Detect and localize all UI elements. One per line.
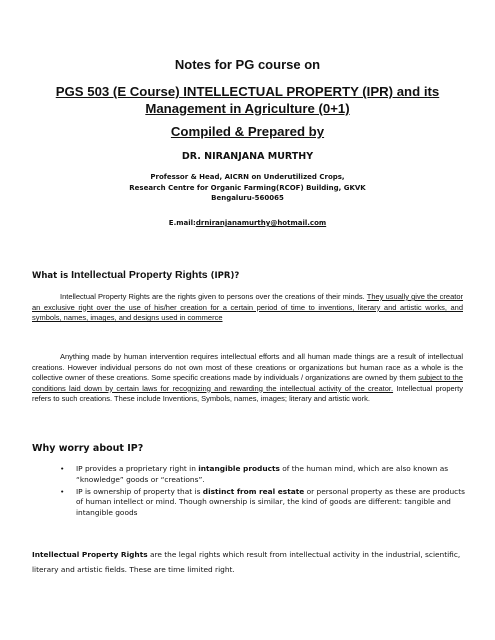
- author-name: DR. NIRANJANA MURTHY: [181, 151, 314, 162]
- course-title: PGS 503 (E Course) INTELLECTUAL PROPERTY (IPR) and its Management in Agriculture (0+1): [55, 84, 440, 116]
- paragraph-intellectual-creations: [32, 352, 463, 405]
- heading-title: Intellectual Property Rights: [71, 269, 208, 281]
- author-affiliation: [0, 172, 495, 204]
- affiliation-line-1: Professor & Head, AICRN on Underutilized Crops,: [150, 173, 345, 181]
- para2-text: Anything made by human intervention requires intellectual efforts and all human made things are a result of intellectual creations. However individual persons do not own most of these creations or organizations but human race as a whole is the collective owner of these creations. Some specific creations made by individuals / organizations are owned by them: [32, 352, 463, 383]
- section-heading-why-worry: Why worry about IP?: [32, 443, 144, 454]
- closing-text: are the legal rights which result from intellectual activity in the industrial, scientific, literary and artistic fields. These are time limited right.: [32, 550, 461, 575]
- list-item: [60, 464, 465, 486]
- para2-underlined-text: subject to the conditions laid down by certain laws for recognizing and rewarding the intellectual activity of the creator.: [32, 373, 463, 393]
- course-notes-heading: Notes for PG course on: [174, 57, 321, 72]
- affiliation-line-2: Research Centre for Organic Farming(RCOF) Building, GKVK: [129, 183, 366, 192]
- paragraph-ipr-definition: [32, 292, 463, 324]
- author-email: [0, 219, 495, 227]
- bullet2-text: IP is ownership of property that is: [76, 486, 203, 496]
- heading-suffix: (IPR)?: [207, 271, 240, 281]
- para2-tail-text: Intellectual property refers to such creations. These include Inventions, Symbols, names, images; literary and artistic work.: [32, 383, 463, 404]
- bullet1-tail: of the human mind, which are also known as “knowledge” goods or “creations”.: [76, 464, 449, 484]
- bullet-icon: •: [60, 464, 65, 473]
- section-heading-what-is-ipr: [32, 269, 239, 281]
- email-label: E.mail:: [168, 219, 196, 227]
- bullet2-bold: distinct from real estate: [202, 486, 305, 496]
- bullet1-bold: intangible products: [198, 464, 280, 473]
- bullet-list: [60, 464, 465, 520]
- affiliation-line-3: Bengaluru-560065: [211, 194, 284, 202]
- list-item: [60, 487, 465, 519]
- para1-underlined-text: They usually give the creator an exclusive right over the use of his/her creation for a certain period of time to inventions, literary and artistic works, and symbols, names, images, and designs used in commerce: [32, 292, 463, 323]
- heading-prefix: What is: [32, 271, 72, 281]
- bullet-icon: •: [60, 486, 65, 496]
- paragraph-ipr-legal-rights: [32, 547, 467, 577]
- compiled-by-heading: Compiled & Prepared by: [170, 124, 325, 139]
- bullet2-tail: or personal property as these are products of human intellect or mind. Though ownership is similar, the kind of goods are different: tangible and intangible goods: [76, 486, 465, 518]
- para1-text: Intellectual Property Rights are the rights given to persons over the creations of their minds.: [60, 292, 367, 301]
- bullet1-text: IP provides a proprietary right in: [76, 464, 199, 473]
- closing-bold: Intellectual Property Rights: [32, 550, 148, 559]
- email-link[interactable]: drniranjanamurthy@hotmail.com: [195, 219, 327, 227]
